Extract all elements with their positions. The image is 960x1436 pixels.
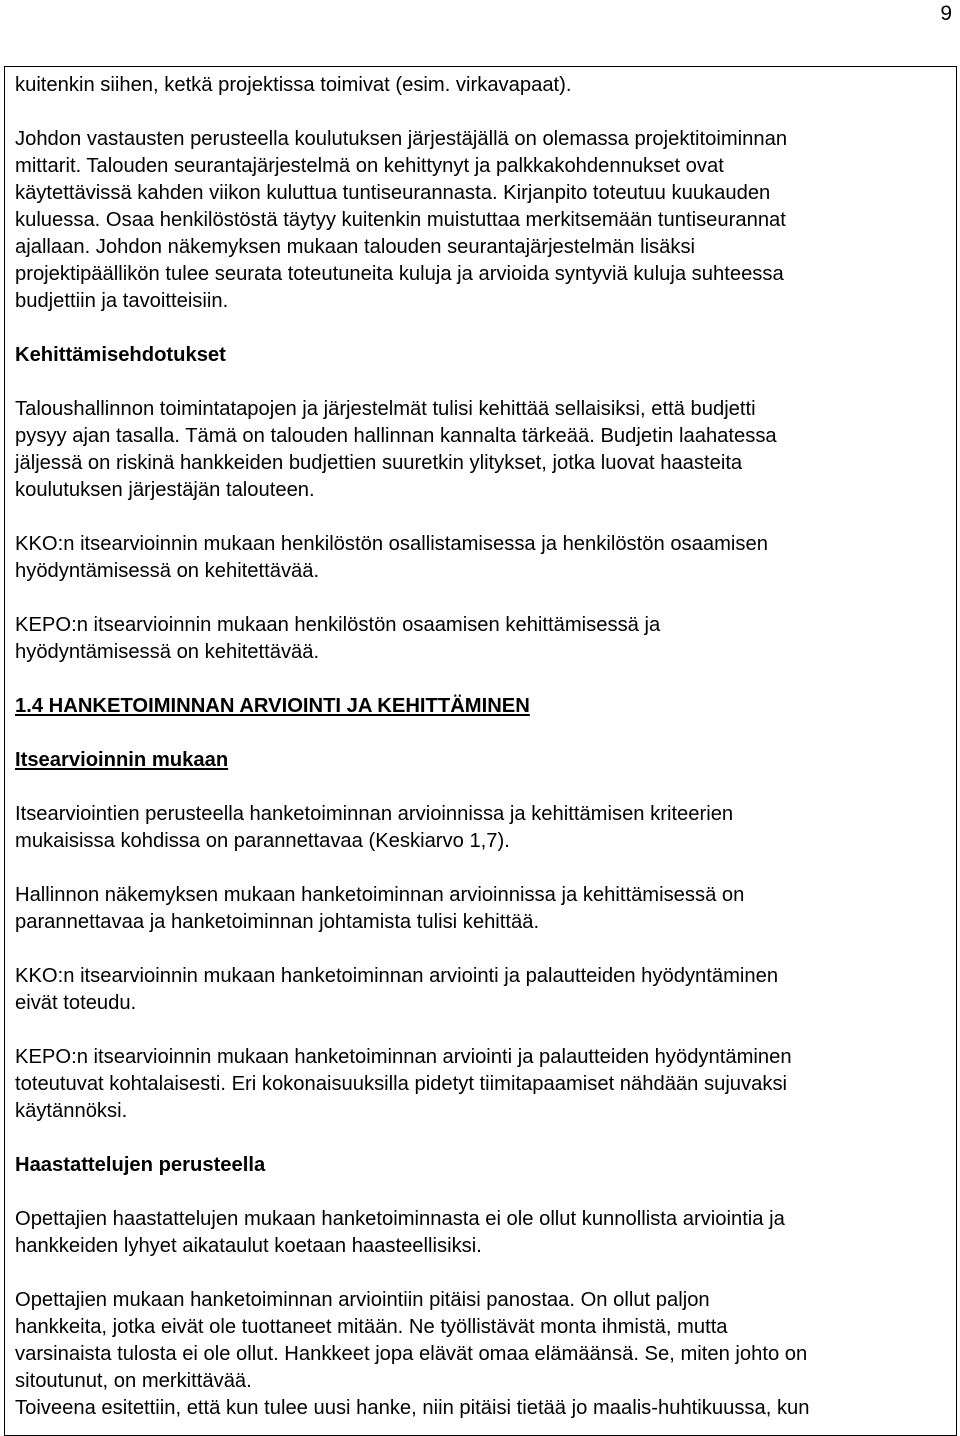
paragraph: Toiveena esitettiin, että kun tulee uusi hanke, niin pitäisi tietää jo maalis-huhtikuussa, kun	[15, 1397, 810, 1419]
paragraph: KKO:n itsearvioinnin mukaan henkilöstön osallistamisessa ja henkilöstön osaamisen hyödyntämisessä on kehitettävää.	[15, 533, 768, 582]
paragraph: Itsearviointien perusteella hanketoiminnan arvioinnissa ja kehittämisen kriteerien mukaisissa kohdissa on parannettavaa (Keskiarvo 1,7).	[15, 803, 734, 852]
paragraph: kuitenkin siihen, ketkä projektissa toimivat (esim. virkavapaat).	[15, 74, 572, 96]
paragraph: KKO:n itsearvioinnin mukaan hanketoiminnan arviointi ja palautteiden hyödyntäminen eivät toteudu.	[15, 965, 779, 1014]
paragraph: KEPO:n itsearvioinnin mukaan hanketoiminnan arviointi ja palautteiden hyödyntäminen toteutuvat kohtalaisesti. Eri kokonaisuuksilla pidetyt tiimitapaamiset nähdään sujuvaksi käytännöksi.	[15, 1046, 792, 1122]
document-content	[4, 66, 957, 1436]
chapter-heading: 1.4 HANKETOIMINNAN ARVIOINTI JA KEHITTÄMINEN	[15, 695, 530, 717]
page-number: 9	[940, 2, 952, 25]
paragraph: Taloushallinnon toimintatapojen ja järjestelmät tulisi kehittää sellaisiksi, että budjetti pysyy ajan tasalla. Tämä on talouden hallinnan kannalta tärkeää. Budjetin laahatessa jäljessä on riskinä hankkeiden budjettien suuretkin ylitykset, jotka luovat haasteita koulutuksen järjestäjän talouteen.	[15, 398, 777, 501]
section-heading: Kehittämisehdotukset	[15, 344, 226, 366]
paragraph: Opettajien haastattelujen mukaan hanketoiminnasta ei ole ollut kunnollista arviointia ja hankkeiden lyhyet aikataulut koetaan haasteellisiksi.	[15, 1208, 785, 1257]
paragraph: KEPO:n itsearvioinnin mukaan henkilöstön osaamisen kehittämisessä ja hyödyntämisessä on kehitettävää.	[15, 614, 661, 663]
paragraph: Hallinnon näkemyksen mukaan hanketoiminnan arvioinnissa ja kehittämisessä on parannettavaa ja hanketoiminnan johtamista tulisi kehittää.	[15, 884, 745, 933]
section-heading: Itsearvioinnin mukaan	[15, 749, 229, 771]
paragraph: Johdon vastausten perusteella koulutuksen järjestäjällä on olemassa projektitoiminnan mittarit. Talouden seurantajärjestelmä on kehittynyt ja palkkakohdennukset ovat käytettävissä kahden viikon kuluttua tuntiseurannasta. Kirjanpito toteutuu kuukauden kuluessa. Osaa henkilöstöstä täytyy kuitenkin muistuttaa merkitsemään tuntiseurannat ajallaan. Johdon näkemyksen mukaan talouden seurantajärjestelmän lisäksi projektipäällikön tulee seurata toteutuneita kuluja ja arvioida syntyviä kuluja suhteessa budjettiin ja tavoitteisiin.	[15, 128, 788, 312]
paragraph: Opettajien mukaan hanketoiminnan arviointiin pitäisi panostaa. On ollut paljon hankkeita, jotka eivät ole tuottaneet mitään. Ne työllistävät monta ihmistä, mutta varsinaista tulosta ei ole ollut. Hankkeet jopa elävät omaa elämäänsä. Se, miten johto on sitoutunut, on merkittävää.	[15, 1289, 808, 1392]
section-heading: Haastattelujen perusteella	[15, 1154, 266, 1176]
